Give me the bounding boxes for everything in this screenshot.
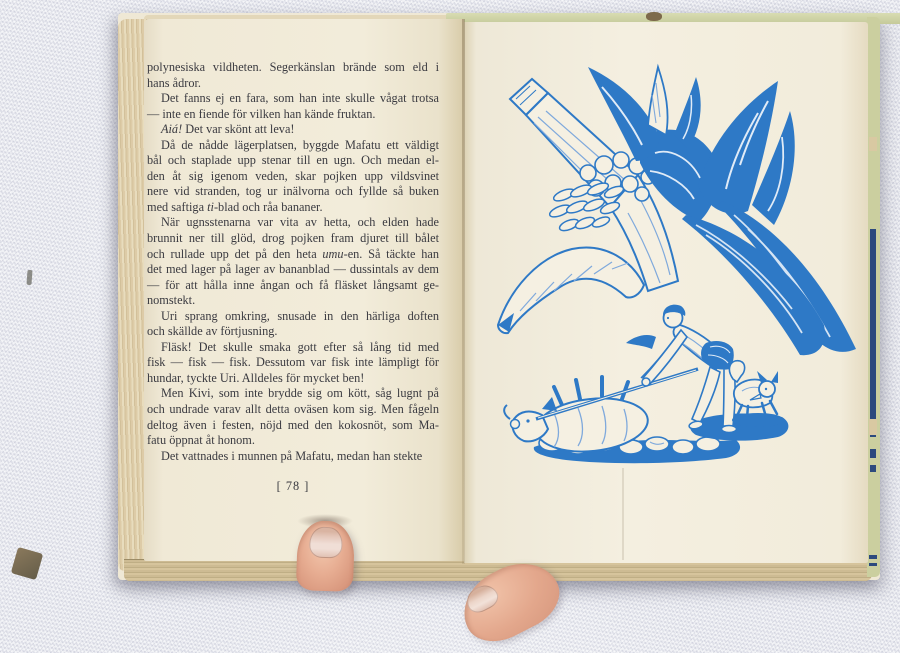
text-line: nomstekt. — [147, 293, 196, 308]
left-page — [144, 19, 464, 561]
banana-tree-illustration — [490, 53, 862, 468]
cover-tan-patch — [869, 419, 877, 435]
text-line: det med lager på lager av bananblad — dussintals av dem — [147, 262, 439, 277]
finger-nail — [462, 581, 501, 617]
cover-corner-peek — [11, 547, 43, 580]
text-line: polynesiska vildheten. Segerkänslan brände som eld i — [147, 60, 439, 74]
text-line: fisk — fisk — fisk. Dessutom var fisk inte lämpligt för — [147, 355, 439, 370]
text-line: bål och staplade upp stenar till en ugn. Och medan el- — [147, 153, 439, 168]
text-line: Men Kivi, som inte brydde sig om kött, såg lugnt på — [161, 386, 439, 401]
text-line: Aiá! Det var skönt att leva! — [161, 122, 295, 137]
leaf-droop-left — [498, 248, 644, 334]
text-line: Det vattnades i munnen på Mafatu, medan han stekte — [161, 448, 423, 463]
text-line: den åt sig igenom veden, skar pojken upp vildsvinet — [147, 168, 439, 183]
cover-navy-dash — [869, 555, 877, 559]
thumb-nail — [309, 526, 343, 558]
text-line: Det fanns ej en fara, som han inte skulle vågat trotsa — [161, 91, 439, 106]
cover-tan-patch — [869, 137, 877, 151]
text-line: brunnit ner till glöd, drog pojken fram djuret till bålet — [147, 231, 439, 246]
cover-sliver-mark — [26, 270, 32, 285]
dog-figure — [729, 361, 784, 427]
text-line: deltog även i festen, nöjd med den kokosnöt, som Ma- — [147, 417, 439, 432]
cover-nick — [646, 12, 662, 21]
thumb — [296, 520, 355, 592]
cover-navy-dash — [869, 563, 877, 566]
open-book — [118, 13, 880, 580]
cover-navy-stripe — [870, 229, 876, 437]
text-line: Uri sprang omkring, snusade in den härliga doften — [161, 308, 439, 323]
text-line: — för att hålla inne ångan och få fläsket långsamt ge- — [147, 277, 439, 292]
book-cover-right-edge — [867, 17, 880, 577]
cover-navy-dash — [870, 449, 876, 458]
text-line: med saftiga ti-blad och råa bananer. — [147, 199, 323, 214]
text-line: och rullade upp det på den heta umu-en. Så täckte han — [147, 246, 440, 261]
book-gutter — [462, 19, 465, 564]
banana-bunch — [548, 181, 625, 233]
page-number: [ 78 ] — [276, 479, 310, 493]
text-line: och skällde av förtjusning. — [147, 324, 278, 339]
text-line: fatu öppnat åt honom. — [147, 433, 255, 448]
page-crease — [622, 468, 624, 560]
text-line: Då de nådde lägerplatsen, byggde Mafatu ett väldigt — [161, 137, 439, 152]
text-line: hundar, tyckte Uri. Alldeles för mycket ben! — [147, 370, 365, 385]
text-line: hans ådror. — [147, 75, 201, 90]
cover-navy-dash — [870, 465, 876, 472]
text-line: Fläsk! Det skulle smaka gott efter så lång tid med — [161, 339, 439, 354]
text-line: När ugnsstenarna var vita av hetta, och elden hade — [161, 215, 439, 230]
text-line: nere vid stranden, tog ur inälvorna och fyllde så buken — [147, 184, 439, 199]
text-line: och undrade varav allt detta oväsen kom sig. Men fågeln — [147, 402, 439, 417]
page-text-lines — [147, 60, 439, 464]
text-line: — inte en fiende för vilken han kände fruktan. — [147, 106, 376, 121]
